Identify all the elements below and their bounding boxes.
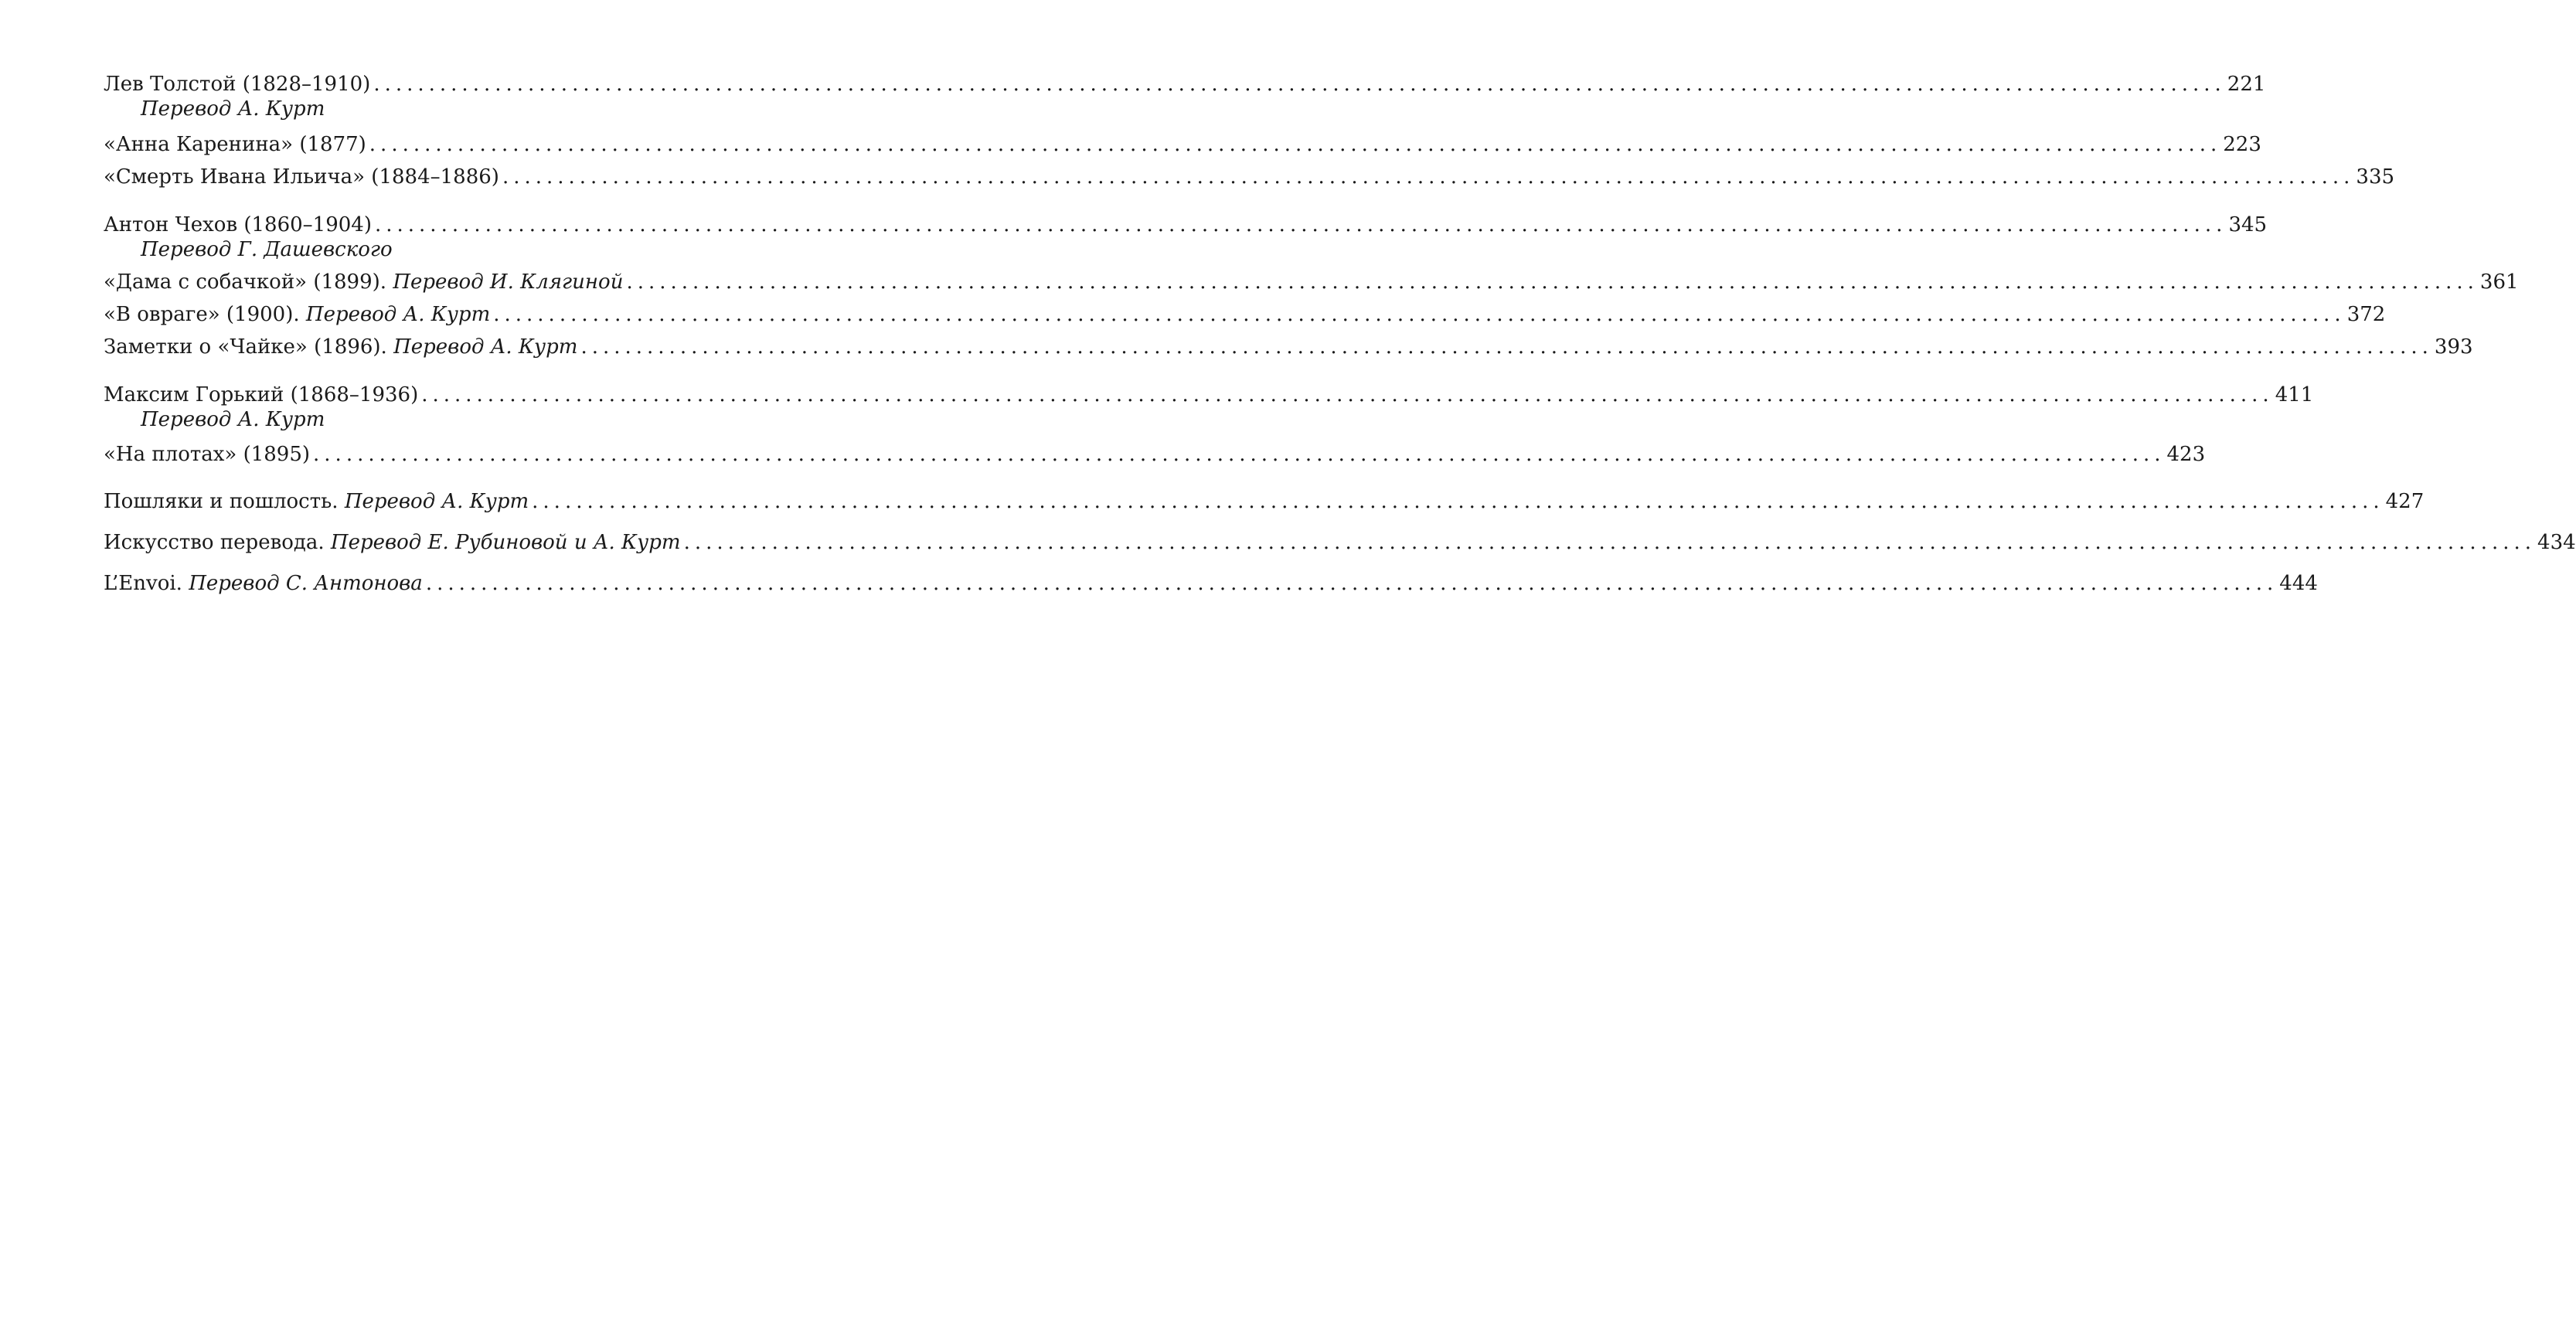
page-number: 423 [2166, 443, 2206, 466]
toc-entry-title: Антон Чехов (1860–1904) [104, 213, 372, 236]
entry-translation-text: Перевод И. Клягиной [393, 270, 624, 294]
toc-entry-rafts [104, 441, 2206, 468]
dot-leader [626, 269, 2478, 295]
dot-leader [421, 382, 2273, 408]
page-number: 372 [2346, 303, 2386, 326]
dot-leader [684, 529, 2536, 556]
toc-translator-chekhov: Перевод Г. Дашевского [141, 238, 393, 261]
dot-leader [502, 164, 2354, 190]
entry-title-text: L’Envoi. [104, 572, 189, 595]
dot-leader [375, 212, 2227, 238]
entry-translation-text: Перевод А. Курт [393, 335, 578, 359]
page-number: 361 [2479, 270, 2519, 294]
toc-entry-title [104, 488, 532, 515]
page-number: 411 [2275, 383, 2314, 406]
dot-leader [373, 71, 2225, 97]
toc-entry-title [104, 269, 626, 295]
page-number: 427 [2385, 490, 2425, 513]
toc-entry-philistines [104, 488, 2425, 515]
dot-leader [580, 334, 2432, 360]
page-number: 335 [2356, 165, 2395, 189]
toc-entry-title [104, 334, 580, 360]
page-number: 223 [2223, 133, 2261, 156]
entry-translation-text: Перевод А. Курт [305, 303, 491, 326]
toc-entry-ravine [104, 301, 2386, 328]
toc-entry-art-of-translation [104, 529, 2576, 556]
toc-entry-anna-karenina [104, 131, 2261, 158]
entry-translation-text: Перевод С. Антонова [189, 572, 423, 595]
entry-title-text: Заметки о «Чайке» (1896). [104, 335, 394, 359]
entry-title-text: Искусство перевода. [104, 531, 331, 554]
toc-entry-chekhov [104, 212, 2268, 238]
entry-title-text: «В овраге» (1900). [104, 303, 306, 326]
dot-leader [369, 131, 2221, 158]
toc-entry-gorky [104, 382, 2314, 408]
toc-entry-envoi [104, 570, 2318, 597]
toc-entry-title [104, 570, 426, 597]
entry-translation-text: Перевод А. Курт [344, 490, 529, 513]
toc-entry-title: Лев Толстой (1828–1910) [104, 73, 371, 96]
toc-entry-tolstoy [104, 71, 2266, 97]
toc-entry-title: «На плотах» (1895) [104, 443, 311, 466]
page-number: 345 [2228, 213, 2268, 236]
entry-title-text: «Дама с собачкой» (1899). [104, 270, 393, 294]
page-number: 434 [2537, 531, 2576, 554]
toc-entry-title [104, 529, 684, 556]
toc-entry-title: «Смерть Ивана Ильича» (1884–1886) [104, 165, 499, 189]
entry-translation-text: Перевод Е. Рубиновой и А. Курт [330, 531, 681, 554]
page-number: 444 [2279, 572, 2318, 595]
dot-leader [426, 570, 2278, 597]
toc-entry-lady-with-dog [104, 269, 2519, 295]
toc-entry-seagull-notes [104, 334, 2473, 360]
entry-title-text: Пошляки и пошлость. [104, 490, 345, 513]
toc-translator-tolstoy: Перевод А. Курт [141, 97, 325, 121]
toc-translator-gorky: Перевод А. Курт [141, 408, 325, 431]
page-number: 393 [2434, 335, 2473, 359]
dot-leader [532, 488, 2384, 515]
page-number: 221 [2227, 73, 2266, 96]
toc-entry-ivan-ilyich [104, 164, 2395, 190]
toc-entry-title: Максим Горький (1868–1936) [104, 383, 419, 406]
dot-leader [493, 301, 2345, 328]
toc-entry-title [104, 301, 493, 328]
toc-entry-title: «Анна Каренина» (1877) [104, 133, 366, 156]
dot-leader [313, 441, 2165, 468]
